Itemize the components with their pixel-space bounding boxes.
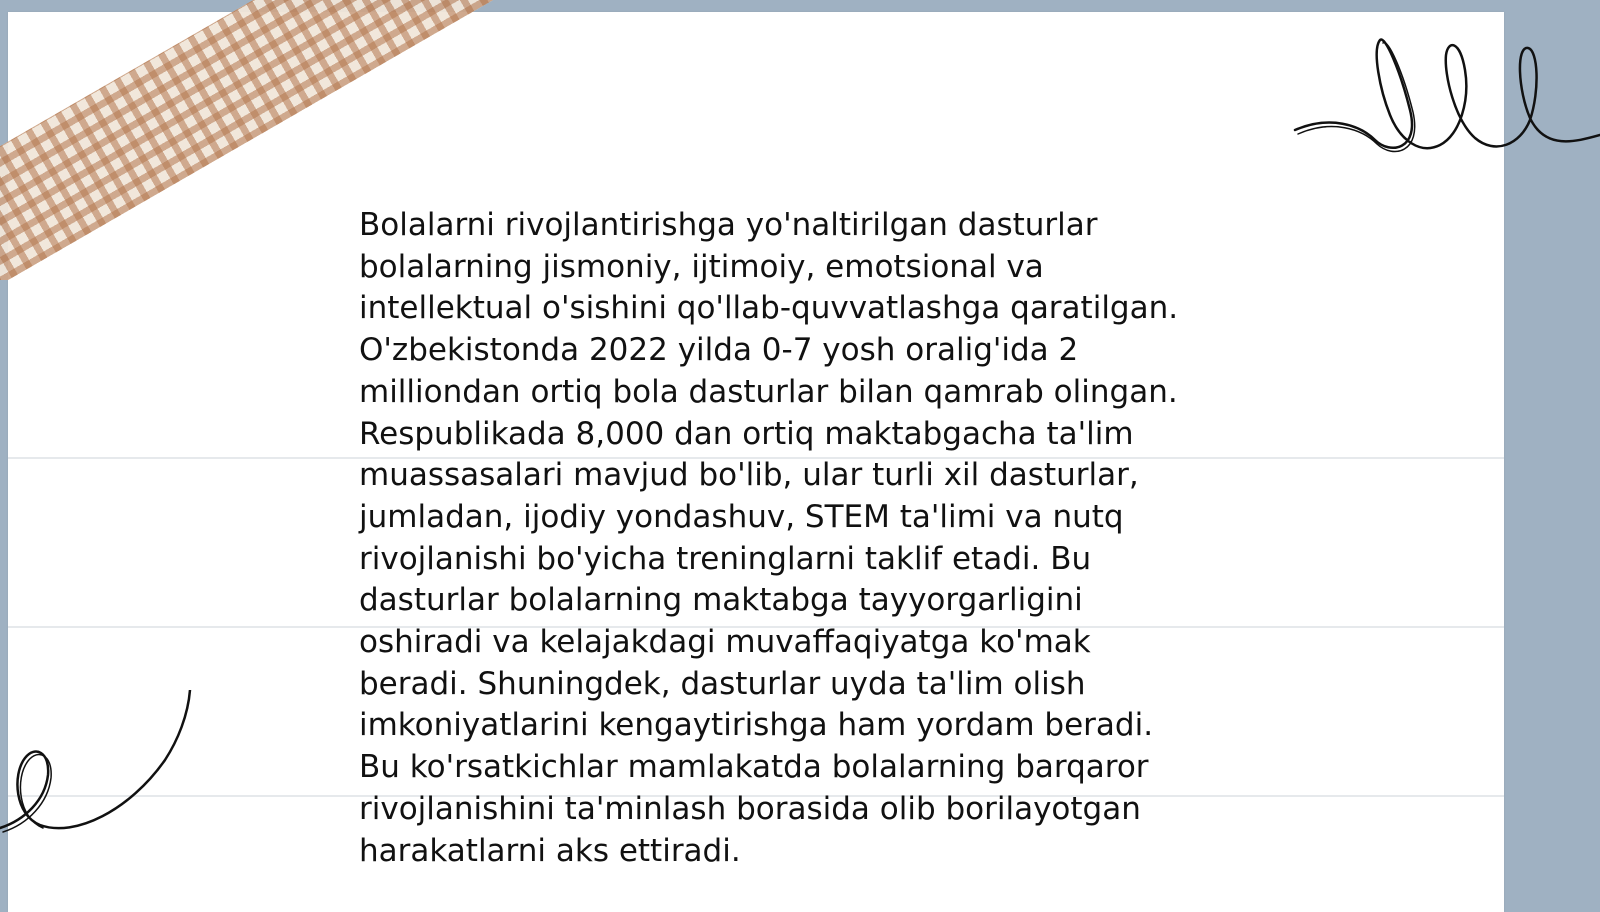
body-line: Respublikada 8,000 dan ortiq maktabgacha ta'lim [359, 415, 1134, 452]
body-line: imkoniyatlarini kengaytirishga ham yordam beradi. [359, 707, 1154, 744]
body-line: rivojlanishini ta'minlash borasida olib borilayotgan [359, 790, 1141, 827]
body-line: milliondan ortiq bola dasturlar bilan qamrab olingan. [359, 373, 1178, 410]
body-line: intellektual o'sishini qo'llab-quvvatlashga qaratilgan. [359, 290, 1179, 327]
body-line: dasturlar bolalarning maktabga tayyorgarligini [359, 582, 1083, 619]
body-line: muassasalari mavjud bo'lib, ular turli xil dasturlar, [359, 457, 1139, 494]
body-line: oshiradi va kelajakdagi muvaffaqiyatga ko'mak [359, 624, 1091, 661]
body-line: O'zbekistonda 2022 yilda 0-7 yosh oralig'ida 2 [359, 332, 1079, 369]
body-line: harakatlarni aks ettiradi. [359, 832, 741, 869]
loop-squiggle-icon [1290, 30, 1600, 170]
body-line: beradi. Shuningdek, dasturlar uyda ta'lim olish [359, 665, 1086, 702]
body-line: Bolalarni rivojlantirishga yo'naltirilgan dasturlar [359, 207, 1098, 243]
body-line: Bu ko'rsatkichlar mamlakatda bolalarning barqaror [359, 749, 1149, 786]
body-line: bolalarning jismoniy, ijtimoiy, emotsional va [359, 248, 1044, 285]
body-paragraph [359, 205, 1259, 872]
body-line: rivojlanishi bo'yicha treninglarni taklif etadi. Bu [359, 540, 1092, 577]
curl-squiggle-icon [0, 690, 200, 850]
body-line: jumladan, ijodiy yondashuv, STEM ta'limi va nutq [359, 498, 1124, 535]
